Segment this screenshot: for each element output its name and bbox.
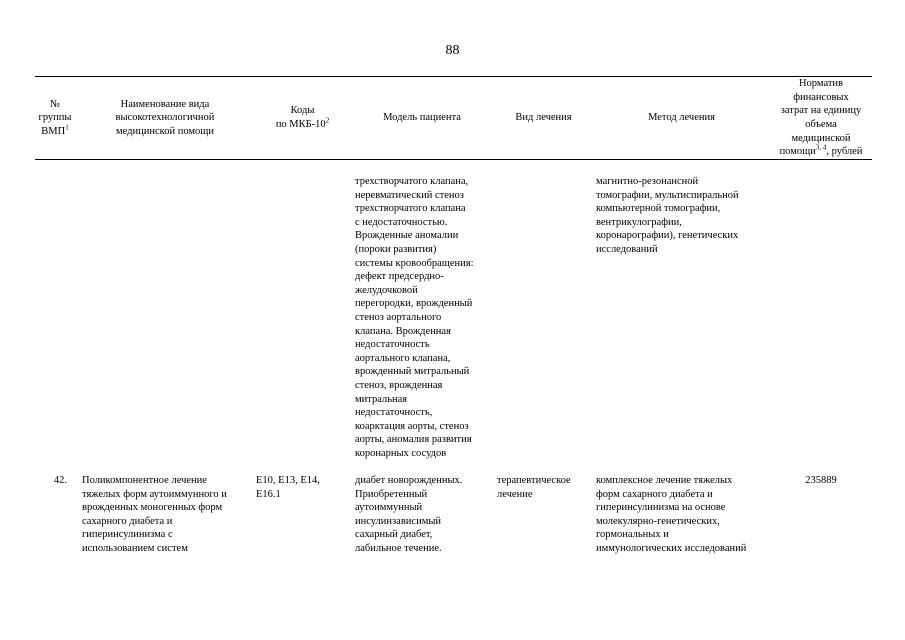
row-42-care-type-name: Поликомпонентное лечение тяжелых форм аутоиммунного и врожденных моногенных форм сахарного диабета и гиперинсулинизма с использованием систем <box>82 475 227 554</box>
continuation-patient-model: трехстворчатого клапана, неревматический стеноз трехстворчатого клапана с недостаточностью. Врожденные аномалии (пороки развития) системы кровообращения: дефект предсердно- желудочковой перегородки, врожденный стеноз аортального клапана. Врожденная недостаточность аортального клапана, врожденный митральный стеноз, врожденная митральная недостаточность, коарктация аорты, стеноз аорты, аномалия развития коронарных сосудов <box>355 176 474 459</box>
row-42-group-no: 42. <box>53 475 67 486</box>
header-treatment-type: Вид лечения <box>515 112 572 124</box>
page-number: 88 <box>445 43 460 58</box>
continuation-treatment-method: магнитно-резонансной томографии, мультиспиральной компьютерной томографии, вентрикулографии, коронарографии), генетических исследований <box>596 176 739 255</box>
header-patient-model: Модель пациента <box>383 112 461 124</box>
row-42-cost-standard: 235889 <box>805 475 837 486</box>
header-cost-standard-footnote: 3, 4 <box>815 143 827 152</box>
header-icd-codes <box>255 77 350 159</box>
table-header-rule <box>35 159 872 160</box>
header-cost-standard-text: Норматив финансовых затрат на единицу объема медицинской помощи <box>779 78 862 158</box>
row-42-patient-model: диабет новорожденных. Приобретенный аутоиммунный инсулинзависимый сахарный диабет, лабильное течение. <box>355 475 463 554</box>
header-icd-codes-text: Коды по МКБ-10 <box>275 105 326 130</box>
header-group-no <box>35 77 75 159</box>
header-treatment-method: Метод лечения <box>648 112 715 124</box>
row-42-treatment-method: комплексное лечение тяжелых форм сахарного диабета и гиперинсулинизма на основе молекулярно-генетических, гормональных и иммунологических исследований <box>596 475 747 554</box>
row-42-treatment-type: терапевтическое лечение <box>497 475 571 500</box>
row-42-icd-codes: E10, E13, E14, E16.1 <box>256 475 320 500</box>
header-group-no-footnote: 1 <box>65 123 69 132</box>
header-cost-standard <box>771 77 871 159</box>
header-care-type-name: Наименование вида высокотехнологичной медицинской помощи <box>115 98 215 137</box>
header-group-no-text: № группы ВМП <box>38 98 72 137</box>
header-icd-codes-footnote: 2 <box>325 116 330 125</box>
header-cost-standard-tail: , рублей <box>826 146 863 158</box>
